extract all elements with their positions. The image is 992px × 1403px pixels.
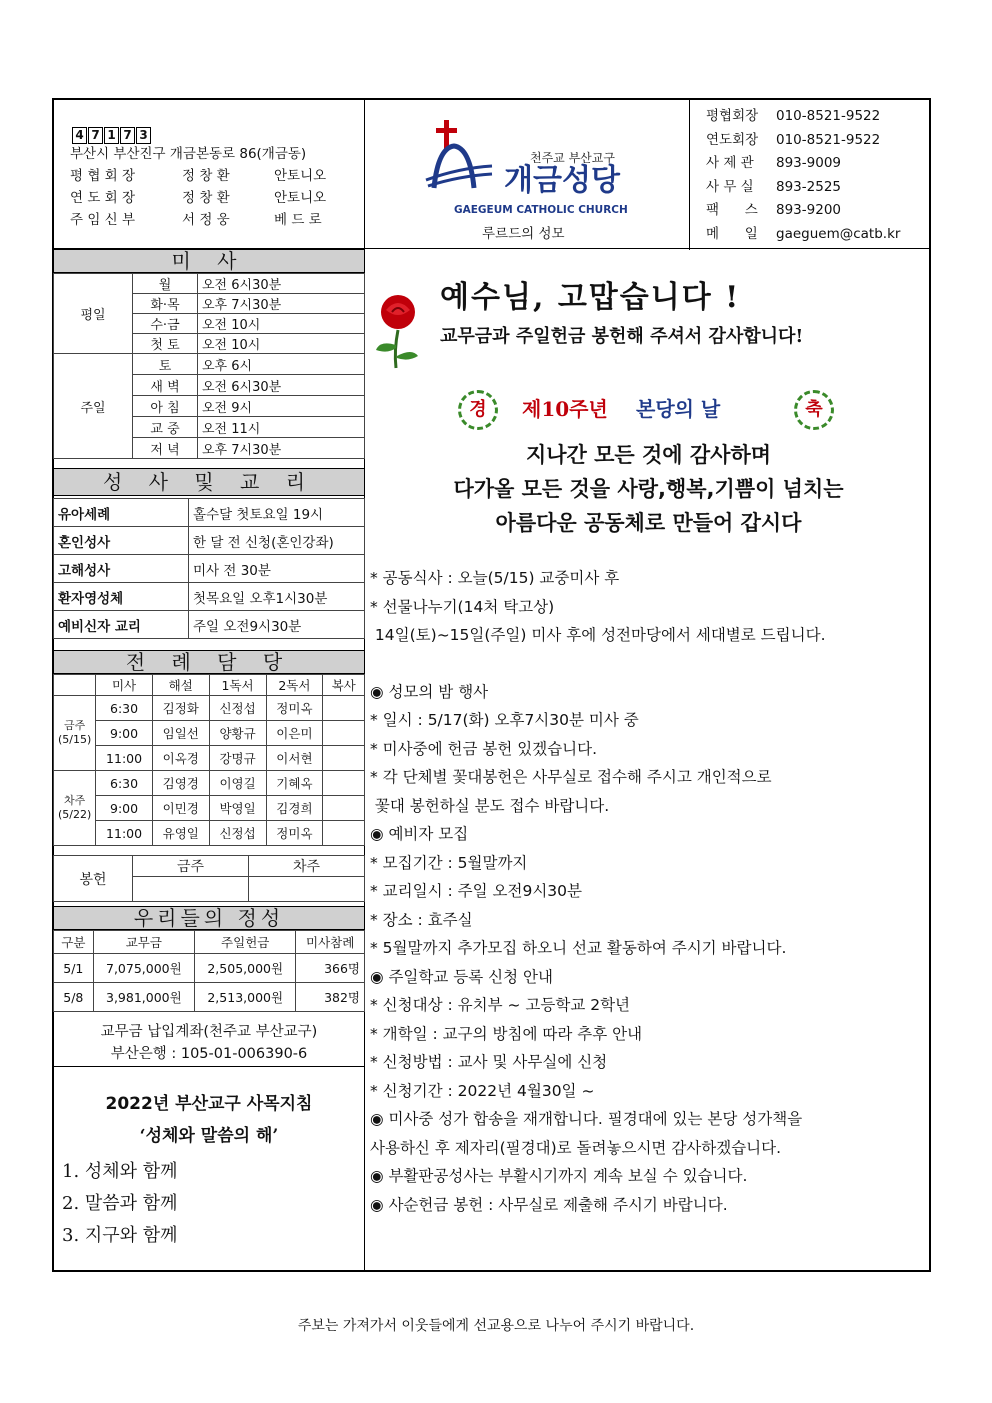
liturgy-cell: 9:00 <box>96 796 153 821</box>
officer-row <box>70 188 326 208</box>
contact-value: gaeguem@catb.kr <box>776 225 901 242</box>
liturgy-cell <box>323 796 365 821</box>
mass-day: 화·목 <box>133 294 198 314</box>
mass-time: 오후 6시 <box>198 354 365 375</box>
notice-heading: ◉ 미사중 성가 합송을 재개합니다. 필경대에 있는 본당 성가책을 <box>370 1110 803 1128</box>
mass-schedule-table <box>53 273 365 459</box>
mass-day: 새 벽 <box>133 375 198 396</box>
logo-diocese: 천주교 부산교구 <box>530 151 615 165</box>
liturgy-header: 복사 <box>323 675 365 696</box>
mass-time: 오전 6시30분 <box>198 375 365 396</box>
contact-label: 연도회장 <box>706 131 759 148</box>
offerings-cell: 3,981,000원 <box>93 983 194 1012</box>
notice-line: * 미사중에 헌금 봉헌 있겠습니다. <box>370 739 598 758</box>
account-line-2: 부산은행 : 105-01-006390-6 <box>110 1046 308 1062</box>
notice-line: * 모집기간 : 5월말까지 <box>370 853 528 872</box>
notice-line: * 각 단체별 꽃대봉헌은 사무실로 접수해 주시고 개인적으로 <box>370 768 772 786</box>
weekday-label: 평일 <box>54 274 133 354</box>
mass-day: 저 녁 <box>133 438 198 459</box>
slogan-line: 지나간 모든 것에 감사하며 <box>525 443 772 467</box>
notice-line: * 신청방법 : 교사 및 사무실에 신청 <box>370 1053 608 1071</box>
mass-time: 오전 10시 <box>198 334 365 354</box>
notice-line: * 5월말까지 추가모집 하오니 선교 활동하여 주시기 바랍니다. <box>370 939 787 957</box>
zip-digit: 1 <box>104 127 119 144</box>
liturgy-cell: 9:00 <box>96 721 153 746</box>
liturgy-cell: 김경희 <box>266 796 323 821</box>
notice-line: * 교리일시 : 주일 오전9시30분 <box>370 882 582 900</box>
contact-label: 사 무 실 <box>706 178 754 195</box>
liturgy-cell: 양황규 <box>209 721 266 746</box>
notice-list <box>370 564 930 1219</box>
offering-duty-cell <box>133 877 249 902</box>
guideline-item: 2. 말씀과 함께 <box>62 1193 178 1214</box>
logo-name: 개금성당 <box>504 163 620 198</box>
contact-list <box>706 106 900 244</box>
notice-line: * 장소 : 효주실 <box>370 910 473 929</box>
notice-heading: ◉ 부활판공성사는 부활시기까지 계속 보실 수 있습니다. <box>370 1167 748 1185</box>
zip-digit: 3 <box>136 127 151 144</box>
liturgy-section-title: 전 례 담 당 <box>54 650 364 674</box>
offerings-table <box>53 930 365 1012</box>
officer-row <box>70 166 326 186</box>
contact-value: 893-9009 <box>776 155 841 171</box>
liturgy-cell: 11:00 <box>96 821 153 846</box>
mass-day: 교 중 <box>133 417 198 438</box>
contact-row <box>706 177 900 197</box>
zip-digit: 7 <box>120 127 135 144</box>
liturgy-cell: 이서현 <box>266 746 323 771</box>
liturgy-cell <box>323 821 365 846</box>
contact-row <box>706 200 900 220</box>
liturgy-header: 해설 <box>152 675 209 696</box>
liturgy-cell: 정미옥 <box>266 696 323 721</box>
liturgy-header: 2독서 <box>266 675 323 696</box>
anniversary-number: 제10주년 <box>522 397 608 421</box>
liturgy-cell: 6:30 <box>96 696 153 721</box>
address: 부산시 부산진구 개금본동로 86(개금동) <box>70 146 307 162</box>
sacrament-name: 환자영성체 <box>54 583 189 611</box>
mass-section-title: 미 사 <box>54 249 364 273</box>
notice-line: * 개학일 : 교구의 방침에 따라 추후 안내 <box>370 1024 643 1043</box>
liturgy-corner <box>54 675 96 696</box>
sacrament-name: 유아세례 <box>54 499 189 527</box>
notice-line: 꽃대 봉헌하실 분도 접수 바랍니다. <box>370 796 610 815</box>
mass-day: 첫 토 <box>133 334 198 354</box>
notice-line: * 일시 : 5/17(화) 오후7시30분 미사 중 <box>370 711 639 729</box>
liturgy-cell: 이민경 <box>152 796 209 821</box>
this-week-label: 금주(5/15) <box>54 696 96 771</box>
offerings-cell: 5/1 <box>54 954 94 983</box>
liturgy-cell: 임일선 <box>152 721 209 746</box>
mass-day: 토 <box>133 354 198 375</box>
mass-day: 수·금 <box>133 314 198 334</box>
mass-time: 오전 9시 <box>198 396 365 417</box>
offering-duty-label: 봉헌 <box>54 856 133 902</box>
mass-time: 오전 6시30분 <box>198 274 365 294</box>
liturgy-table <box>53 674 365 846</box>
mass-day: 아 침 <box>133 396 198 417</box>
liturgy-cell: 신정섭 <box>209 696 266 721</box>
contact-row <box>706 130 900 150</box>
sacrament-value: 미사 전 30분 <box>189 555 365 583</box>
church-logo <box>424 118 494 198</box>
sacrament-section-title: 성 사 및 교 리 <box>54 468 364 496</box>
slogan-line: 다가올 모든 것을 사랑,행복,기쁨이 넘치는 <box>453 477 844 501</box>
sacrament-value: 홀수달 첫토요일 19시 <box>189 499 365 527</box>
notice-line: 14일(토)~15일(주일) 미사 후에 성전마당에서 세대별로 드립니다. <box>370 626 826 644</box>
mass-time: 오전 11시 <box>198 417 365 438</box>
officer-role: 연 도 회 장 <box>70 190 136 206</box>
divider <box>54 1066 364 1067</box>
offerings-header: 구분 <box>54 931 94 954</box>
notice-line: 사용하신 후 제자리(필경대)로 돌려놓으시면 감사하겠습니다. <box>370 1138 782 1157</box>
contact-row <box>706 106 900 126</box>
offerings-cell: 366명 <box>296 954 365 983</box>
liturgy-cell: 이옥경 <box>152 746 209 771</box>
contact-label: 사 제 관 <box>706 155 754 171</box>
liturgy-cell: 이영길 <box>209 771 266 796</box>
contact-label: 평협회장 <box>706 108 759 124</box>
contact-label: 메 일 <box>706 225 758 242</box>
celebration-right-badge: 축 <box>794 390 834 430</box>
liturgy-cell: 기혜옥 <box>266 771 323 796</box>
liturgy-cell: 박영일 <box>209 796 266 821</box>
guideline-subtitle: ‘성체와 말씀의 해’ <box>139 1126 279 1146</box>
officer-name: 서 정 웅 <box>182 212 230 228</box>
officer-name: 정 창 환 <box>182 190 230 206</box>
contact-label: 팩 스 <box>706 202 758 218</box>
contact-row <box>706 153 900 173</box>
officer-baptismal: 안토니오 <box>274 168 327 184</box>
subheadline: 교무금과 주일헌금 봉헌해 주셔서 감사합니다! <box>440 326 804 347</box>
notice-heading: ◉ 성모의 밤 행사 <box>370 682 489 701</box>
mass-time: 오후 7시30분 <box>198 294 365 314</box>
offerings-cell: 2,505,000원 <box>195 954 296 983</box>
notice-heading: ◉ 주일학교 등록 신청 안내 <box>370 967 553 986</box>
liturgy-cell <box>323 721 365 746</box>
contact-value: 010-8521-9522 <box>776 131 881 148</box>
sacrament-value: 주일 오전9시30분 <box>189 611 365 639</box>
patron-name: 루르드의 성모 <box>482 226 565 242</box>
liturgy-cell: 이은미 <box>266 721 323 746</box>
cross-icon <box>424 118 494 198</box>
liturgy-cell: 김영경 <box>152 771 209 796</box>
liturgy-cell <box>323 746 365 771</box>
notice-line: * 신청기간 : 2022년 4월30일 ~ <box>370 1081 595 1100</box>
sacrament-name: 예비신자 교리 <box>54 611 189 639</box>
rose-icon <box>372 290 422 370</box>
offerings-cell: 5/8 <box>54 983 94 1012</box>
liturgy-cell: 11:00 <box>96 746 153 771</box>
liturgy-cell: 유영일 <box>152 821 209 846</box>
officer-baptismal: 안토니오 <box>274 190 327 206</box>
notice-heading: ◉ 예비자 모집 <box>370 825 469 843</box>
offerings-header: 교무금 <box>93 931 194 954</box>
liturgy-cell: 신정섭 <box>209 821 266 846</box>
guideline-item: 1. 성체와 함께 <box>62 1161 178 1182</box>
liturgy-header: 미사 <box>96 675 153 696</box>
header-divider <box>689 100 690 250</box>
offerings-cell: 382명 <box>296 983 365 1012</box>
contact-row <box>706 224 900 244</box>
notice-line: * 공동식사 : 오늘(5/15) 교중미사 후 <box>370 569 620 587</box>
liturgy-cell <box>323 696 365 721</box>
guideline-item: 3. 지구와 함께 <box>62 1225 178 1246</box>
contact-value: 893-2525 <box>776 178 841 195</box>
zip-code <box>72 124 152 144</box>
liturgy-cell <box>323 771 365 796</box>
account-line-1: 교무금 납입계좌(천주교 부산교구) <box>100 1024 318 1040</box>
sacrament-name: 고해성사 <box>54 555 189 583</box>
officer-role: 주 임 신 부 <box>70 212 136 228</box>
liturgy-cell: 정미옥 <box>266 821 323 846</box>
offering-duty-header: 차주 <box>249 856 365 877</box>
mass-time: 오전 10시 <box>198 314 365 334</box>
sacrament-value: 첫목요일 오후1시30분 <box>189 583 365 611</box>
officer-row <box>70 210 322 230</box>
notice-line: * 선물나누기(14처 탁고상) <box>370 597 555 616</box>
footer-note: 주보는 가져가서 이웃들에게 선교용으로 나누어 주시기 바랍니다. <box>297 1318 695 1334</box>
contact-value: 893-9200 <box>776 202 841 218</box>
offering-duty-cell <box>249 877 365 902</box>
next-week-label: 차주(5/22) <box>54 771 96 846</box>
offerings-section-title: 우리들의 정성 <box>54 906 364 930</box>
liturgy-header: 1독서 <box>209 675 266 696</box>
zip-digit: 7 <box>88 127 103 144</box>
mass-time: 오후 7시30분 <box>198 438 365 459</box>
guideline-title: 2022년 부산교구 사목지침 <box>105 1094 313 1114</box>
mass-day: 월 <box>133 274 198 294</box>
liturgy-cell: 김정화 <box>152 696 209 721</box>
sacrament-name: 혼인성사 <box>54 527 189 555</box>
offering-duty-table <box>53 855 365 902</box>
sacrament-table <box>53 498 365 639</box>
celebration-left-badge: 경 <box>458 390 498 430</box>
officer-name: 정 창 환 <box>182 168 230 184</box>
sunday-label: 주일 <box>54 354 133 459</box>
sacrament-value: 한 달 전 신청(혼인강좌) <box>189 527 365 555</box>
zip-digit: 4 <box>72 127 87 144</box>
offerings-cell: 7,075,000원 <box>93 954 194 983</box>
anniversary-title: 본당의 날 <box>636 397 721 421</box>
notice-heading: ◉ 사순헌금 봉헌 : 사무실로 제출해 주시기 바랍니다. <box>370 1195 728 1214</box>
slogan-line: 아름다운 공동체로 만들어 갑시다 <box>495 511 802 535</box>
offerings-header: 미사참례 <box>296 931 365 954</box>
bulletin-frame <box>52 98 931 1272</box>
notice-line: * 신청대상 : 유치부 ~ 고등학교 2학년 <box>370 996 631 1014</box>
liturgy-cell: 강명규 <box>209 746 266 771</box>
officer-role: 평 협 회 장 <box>70 168 136 184</box>
liturgy-cell: 6:30 <box>96 771 153 796</box>
offering-duty-header: 금주 <box>133 856 249 877</box>
offerings-header: 주일헌금 <box>195 931 296 954</box>
officer-baptismal: 베 드 로 <box>274 212 322 228</box>
headline: 예수님, 고맙습니다 ! <box>440 280 741 315</box>
logo-english: GAEGEUM CATHOLIC CHURCH <box>454 204 628 216</box>
contact-value: 010-8521-9522 <box>776 108 881 124</box>
offerings-cell: 2,513,000원 <box>195 983 296 1012</box>
